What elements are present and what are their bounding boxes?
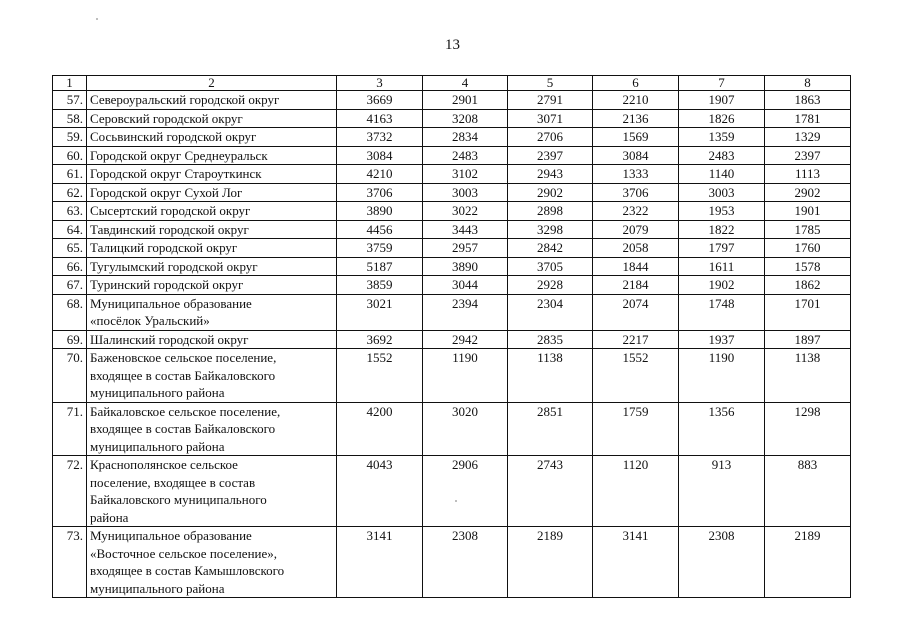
value-cell: 3692: [337, 330, 423, 349]
value-cell: 2928: [508, 276, 593, 295]
municipality-name: Городской округ Староуткинск: [87, 165, 337, 184]
value-cell: 1785: [765, 220, 851, 239]
municipality-name: Тавдинский городской округ: [87, 220, 337, 239]
value-cell: 1822: [679, 220, 765, 239]
table-row: [53, 527, 851, 598]
row-number: 69.: [53, 330, 87, 349]
value-cell: 3021: [337, 294, 423, 330]
row-number: 58.: [53, 109, 87, 128]
value-cell: 2942: [423, 330, 508, 349]
row-number: 63.: [53, 202, 87, 221]
table-row: [53, 109, 851, 128]
value-cell: 4043: [337, 456, 423, 527]
value-cell: 1113: [765, 165, 851, 184]
row-number: 61.: [53, 165, 87, 184]
value-cell: 3706: [593, 183, 679, 202]
table-row: [53, 239, 851, 258]
value-cell: 1797: [679, 239, 765, 258]
table-row: [53, 402, 851, 456]
municipality-name: Сысертский городской округ: [87, 202, 337, 221]
value-cell: 1190: [423, 349, 508, 403]
value-cell: 1138: [765, 349, 851, 403]
value-cell: 1760: [765, 239, 851, 258]
table-row: [53, 183, 851, 202]
value-cell: 2397: [508, 146, 593, 165]
table-row: [53, 128, 851, 147]
value-cell: 2184: [593, 276, 679, 295]
table-row: [53, 91, 851, 110]
municipality-name: Городской округ Сухой Лог: [87, 183, 337, 202]
row-number: 65.: [53, 239, 87, 258]
value-cell: 2308: [679, 527, 765, 598]
value-cell: 1552: [593, 349, 679, 403]
value-cell: 1578: [765, 257, 851, 276]
table-row: [53, 146, 851, 165]
row-number: 57.: [53, 91, 87, 110]
value-cell: 3044: [423, 276, 508, 295]
row-number: 62.: [53, 183, 87, 202]
value-cell: 1611: [679, 257, 765, 276]
value-cell: 2189: [765, 527, 851, 598]
row-number: 73.: [53, 527, 87, 598]
column-header: 4: [423, 76, 508, 91]
municipality-name: Талицкий городской округ: [87, 239, 337, 258]
value-cell: 2898: [508, 202, 593, 221]
value-cell: 3669: [337, 91, 423, 110]
value-cell: 1359: [679, 128, 765, 147]
value-cell: 2902: [508, 183, 593, 202]
value-cell: 1333: [593, 165, 679, 184]
value-cell: 4200: [337, 402, 423, 456]
data-table: [52, 75, 851, 598]
value-cell: 1844: [593, 257, 679, 276]
row-number: 70.: [53, 349, 87, 403]
value-cell: 3298: [508, 220, 593, 239]
value-cell: 3759: [337, 239, 423, 258]
table-row: [53, 257, 851, 276]
value-cell: 1826: [679, 109, 765, 128]
table-row: [53, 165, 851, 184]
value-cell: 1356: [679, 402, 765, 456]
value-cell: 3141: [593, 527, 679, 598]
value-cell: 3071: [508, 109, 593, 128]
value-cell: 1138: [508, 349, 593, 403]
column-header: 6: [593, 76, 679, 91]
value-cell: 2851: [508, 402, 593, 456]
value-cell: 1701: [765, 294, 851, 330]
value-cell: 1937: [679, 330, 765, 349]
scan-speck: [96, 18, 98, 20]
value-cell: 2304: [508, 294, 593, 330]
value-cell: 1781: [765, 109, 851, 128]
municipality-name: Муниципальное образование «Восточное сельское поселение», входящее в состав Камышловского муниципального района: [87, 527, 337, 598]
value-cell: 1748: [679, 294, 765, 330]
column-header: 7: [679, 76, 765, 91]
row-number: 59.: [53, 128, 87, 147]
value-cell: 1759: [593, 402, 679, 456]
value-cell: 2394: [423, 294, 508, 330]
table-row: [53, 294, 851, 330]
value-cell: 3443: [423, 220, 508, 239]
value-cell: 2906: [423, 456, 508, 527]
value-cell: 3003: [679, 183, 765, 202]
column-header: 1: [53, 76, 87, 91]
value-cell: 2901: [423, 91, 508, 110]
value-cell: 2058: [593, 239, 679, 258]
value-cell: 4210: [337, 165, 423, 184]
column-header: 5: [508, 76, 593, 91]
value-cell: 1552: [337, 349, 423, 403]
value-cell: 1902: [679, 276, 765, 295]
table-row: [53, 202, 851, 221]
value-cell: 2136: [593, 109, 679, 128]
table-header-row: [53, 76, 851, 91]
value-cell: 3141: [337, 527, 423, 598]
value-cell: 1298: [765, 402, 851, 456]
table-row: [53, 456, 851, 527]
page-number: 13: [445, 37, 460, 53]
value-cell: 2835: [508, 330, 593, 349]
value-cell: 1862: [765, 276, 851, 295]
value-cell: 1907: [679, 91, 765, 110]
table-row: [53, 330, 851, 349]
municipality-name: Шалинский городской округ: [87, 330, 337, 349]
municipality-name: Краснополянское сельское поселение, входящее в состав Байкаловского муниципального района: [87, 456, 337, 527]
value-cell: 3020: [423, 402, 508, 456]
value-cell: 2791: [508, 91, 593, 110]
row-number: 72.: [53, 456, 87, 527]
value-cell: 2834: [423, 128, 508, 147]
row-number: 60.: [53, 146, 87, 165]
value-cell: 2074: [593, 294, 679, 330]
value-cell: 2483: [679, 146, 765, 165]
value-cell: 3732: [337, 128, 423, 147]
value-cell: 2210: [593, 91, 679, 110]
value-cell: 2217: [593, 330, 679, 349]
municipality-name: Североуральский городской округ: [87, 91, 337, 110]
table-row: [53, 276, 851, 295]
municipality-name: Муниципальное образование «посёлок Уральский»: [87, 294, 337, 330]
value-cell: 5187: [337, 257, 423, 276]
municipality-name: Серовский городской округ: [87, 109, 337, 128]
value-cell: 3022: [423, 202, 508, 221]
municipality-name: Баженовское сельское поселение, входящее в состав Байкаловского муниципального района: [87, 349, 337, 403]
value-cell: 4163: [337, 109, 423, 128]
value-cell: 1569: [593, 128, 679, 147]
value-cell: 3859: [337, 276, 423, 295]
value-cell: 3890: [423, 257, 508, 276]
value-cell: 3084: [593, 146, 679, 165]
value-cell: 3706: [337, 183, 423, 202]
value-cell: 3890: [337, 202, 423, 221]
row-number: 67.: [53, 276, 87, 295]
value-cell: 1897: [765, 330, 851, 349]
value-cell: 1140: [679, 165, 765, 184]
value-cell: 1120: [593, 456, 679, 527]
value-cell: 2902: [765, 183, 851, 202]
value-cell: 883: [765, 456, 851, 527]
value-cell: 913: [679, 456, 765, 527]
value-cell: 3208: [423, 109, 508, 128]
row-number: 71.: [53, 402, 87, 456]
value-cell: 1901: [765, 202, 851, 221]
value-cell: 3705: [508, 257, 593, 276]
value-cell: 1863: [765, 91, 851, 110]
value-cell: 3102: [423, 165, 508, 184]
value-cell: 2483: [423, 146, 508, 165]
value-cell: 2322: [593, 202, 679, 221]
value-cell: 3003: [423, 183, 508, 202]
table-row: [53, 220, 851, 239]
value-cell: 4456: [337, 220, 423, 239]
value-cell: 2308: [423, 527, 508, 598]
column-header: 8: [765, 76, 851, 91]
column-header: 2: [87, 76, 337, 91]
value-cell: 2957: [423, 239, 508, 258]
municipality-name: Городской округ Среднеуральск: [87, 146, 337, 165]
row-number: 68.: [53, 294, 87, 330]
value-cell: 1190: [679, 349, 765, 403]
row-number: 64.: [53, 220, 87, 239]
value-cell: 2397: [765, 146, 851, 165]
value-cell: 2079: [593, 220, 679, 239]
value-cell: 2943: [508, 165, 593, 184]
value-cell: 1953: [679, 202, 765, 221]
value-cell: 3084: [337, 146, 423, 165]
value-cell: 1329: [765, 128, 851, 147]
municipality-name: Байкаловское сельское поселение, входящее в состав Байкаловского муниципального района: [87, 402, 337, 456]
municipality-name: Тугулымский городской округ: [87, 257, 337, 276]
municipality-name: Сосьвинский городской округ: [87, 128, 337, 147]
scan-speck: [455, 500, 457, 502]
value-cell: 2189: [508, 527, 593, 598]
value-cell: 2706: [508, 128, 593, 147]
municipality-name: Туринский городской округ: [87, 276, 337, 295]
value-cell: 2743: [508, 456, 593, 527]
value-cell: 2842: [508, 239, 593, 258]
row-number: 66.: [53, 257, 87, 276]
table-row: [53, 349, 851, 403]
column-header: 3: [337, 76, 423, 91]
